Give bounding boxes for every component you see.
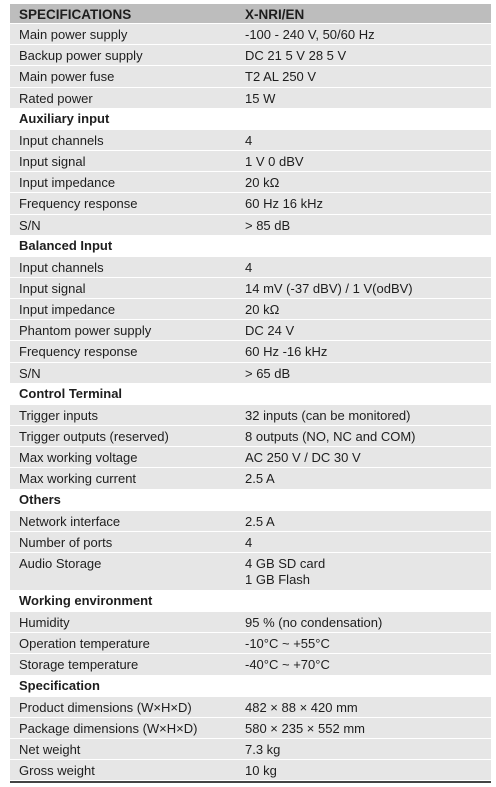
- spec-value: [245, 556, 325, 588]
- spec-value: DC 24 V: [245, 323, 295, 339]
- spec-value: 8 outputs (NO, NC and COM): [245, 429, 416, 444]
- table-row: [10, 718, 491, 739]
- spec-label: Rated power: [19, 90, 93, 106]
- spec-value: 2.5 A: [245, 513, 275, 529]
- table-row: [10, 405, 491, 426]
- spec-label: Frequency response: [19, 196, 138, 212]
- table-row: [10, 426, 491, 447]
- table-row: [10, 553, 491, 591]
- table-row: [10, 151, 491, 172]
- section-heading: Control Terminal: [19, 386, 123, 402]
- table-header: [10, 4, 491, 24]
- section-heading: Specification: [19, 678, 100, 693]
- header-model-label: X-NRI/EN: [245, 7, 305, 22]
- spec-value: DC 21 5 V 28 5 V: [245, 48, 347, 64]
- spec-value: 10 kg: [245, 763, 277, 779]
- table-row: [10, 172, 491, 193]
- spec-value: 1 V 0 dBV: [245, 153, 304, 169]
- table-row: [10, 215, 491, 236]
- spec-label: Max working current: [19, 471, 137, 487]
- spec-value: 4: [245, 259, 253, 275]
- spec-value: 32 inputs (can be monitored): [245, 407, 411, 423]
- table-row: [10, 468, 491, 489]
- table-row: [10, 66, 491, 87]
- section-heading: Balanced Input: [19, 238, 113, 254]
- spec-label: Main power supply: [19, 27, 128, 42]
- section-heading: Others: [19, 492, 61, 508]
- spec-value: T2 AL 250 V: [245, 69, 317, 85]
- section-heading-row: [10, 490, 491, 511]
- spec-value: 580 × 235 × 552 mm: [245, 720, 365, 736]
- spec-label: Backup power supply: [19, 48, 143, 64]
- spec-label: Audio Storage: [19, 555, 102, 571]
- table-row: [10, 193, 491, 214]
- table-row: [10, 739, 491, 760]
- spec-label: Max working voltage: [19, 450, 138, 466]
- spec-value-line: 1 GB Flash: [245, 571, 311, 587]
- spec-value: 2.5 A: [245, 471, 275, 487]
- section-heading: Auxiliary input: [19, 111, 110, 127]
- table-row: [10, 88, 491, 109]
- bottom-rule: [10, 781, 491, 783]
- table-row: [10, 278, 491, 299]
- spec-value: 14 mV (-37 dBV) / 1 V(odBV): [245, 280, 413, 296]
- spec-label: Input impedance: [19, 302, 116, 318]
- spec-label: Input channels: [19, 132, 104, 148]
- spec-label: Input signal: [19, 280, 86, 296]
- table-row: [10, 24, 491, 45]
- spec-label: Frequency response: [19, 344, 138, 360]
- specifications-table: [10, 4, 491, 781]
- table-body: [10, 24, 491, 781]
- spec-value: 482 × 88 × 420 mm: [245, 699, 358, 715]
- spec-value: > 85 dB: [245, 217, 291, 233]
- spec-label: Number of ports: [19, 534, 113, 550]
- table-row: [10, 612, 491, 633]
- table-row: [10, 633, 491, 654]
- section-heading: Working environment: [19, 593, 153, 609]
- spec-label: Input channels: [19, 259, 104, 275]
- table-row: [10, 299, 491, 320]
- table-row: [10, 257, 491, 278]
- table-row: [10, 341, 491, 362]
- spec-label: Trigger outputs (reserved): [19, 429, 169, 444]
- section-heading-row: [10, 236, 491, 257]
- spec-label: S/N: [19, 217, 41, 233]
- table-row: [10, 130, 491, 151]
- spec-label: Main power fuse: [19, 69, 115, 85]
- spec-label: Operation temperature: [19, 636, 150, 652]
- spec-value: 4: [245, 534, 253, 550]
- spec-label: Phantom power supply: [19, 323, 152, 339]
- spec-value: -10°C ~ +55°C: [245, 636, 330, 652]
- table-row: [10, 532, 491, 553]
- spec-value: AC 250 V / DC 30 V: [245, 450, 361, 466]
- section-heading-row: [10, 676, 491, 697]
- table-row: [10, 511, 491, 532]
- spec-value: -100 - 240 V, 50/60 Hz: [245, 27, 375, 42]
- spec-label: Net weight: [19, 741, 81, 757]
- spec-value: 15 W: [245, 90, 276, 106]
- spec-label: Input impedance: [19, 175, 116, 191]
- table-row: [10, 697, 491, 718]
- table-row: [10, 45, 491, 66]
- spec-label: Input signal: [19, 153, 86, 169]
- spec-value-line: 4 GB SD card: [245, 555, 326, 571]
- spec-value: 20 kΩ: [245, 175, 280, 191]
- spec-label: Gross weight: [19, 763, 95, 779]
- table-row: [10, 320, 491, 341]
- spec-value: 60 Hz -16 kHz: [245, 344, 328, 360]
- spec-value: 7.3 kg: [245, 741, 281, 757]
- spec-value: 60 Hz 16 kHz: [245, 196, 324, 212]
- spec-label: Humidity: [19, 614, 70, 630]
- spec-label: Product dimensions (W×H×D): [19, 699, 192, 715]
- table-row: [10, 654, 491, 675]
- spec-label: Network interface: [19, 513, 121, 529]
- spec-value: -40°C ~ +70°C: [245, 657, 330, 673]
- header-specifications-label: SPECIFICATIONS: [19, 7, 132, 22]
- spec-value: 4: [245, 132, 253, 148]
- table-row: [10, 760, 491, 781]
- spec-value: 95 % (no condensation): [245, 614, 383, 630]
- spec-label: Trigger inputs: [19, 407, 98, 423]
- table-row: [10, 447, 491, 468]
- spec-value: > 65 dB: [245, 365, 291, 381]
- spec-label: Package dimensions (W×H×D): [19, 720, 198, 736]
- spec-label: Storage temperature: [19, 657, 139, 673]
- spec-value: 20 kΩ: [245, 302, 280, 318]
- section-heading-row: [10, 591, 491, 612]
- section-heading-row: [10, 384, 491, 405]
- section-heading-row: [10, 109, 491, 130]
- table-row: [10, 363, 491, 384]
- spec-label: S/N: [19, 365, 41, 381]
